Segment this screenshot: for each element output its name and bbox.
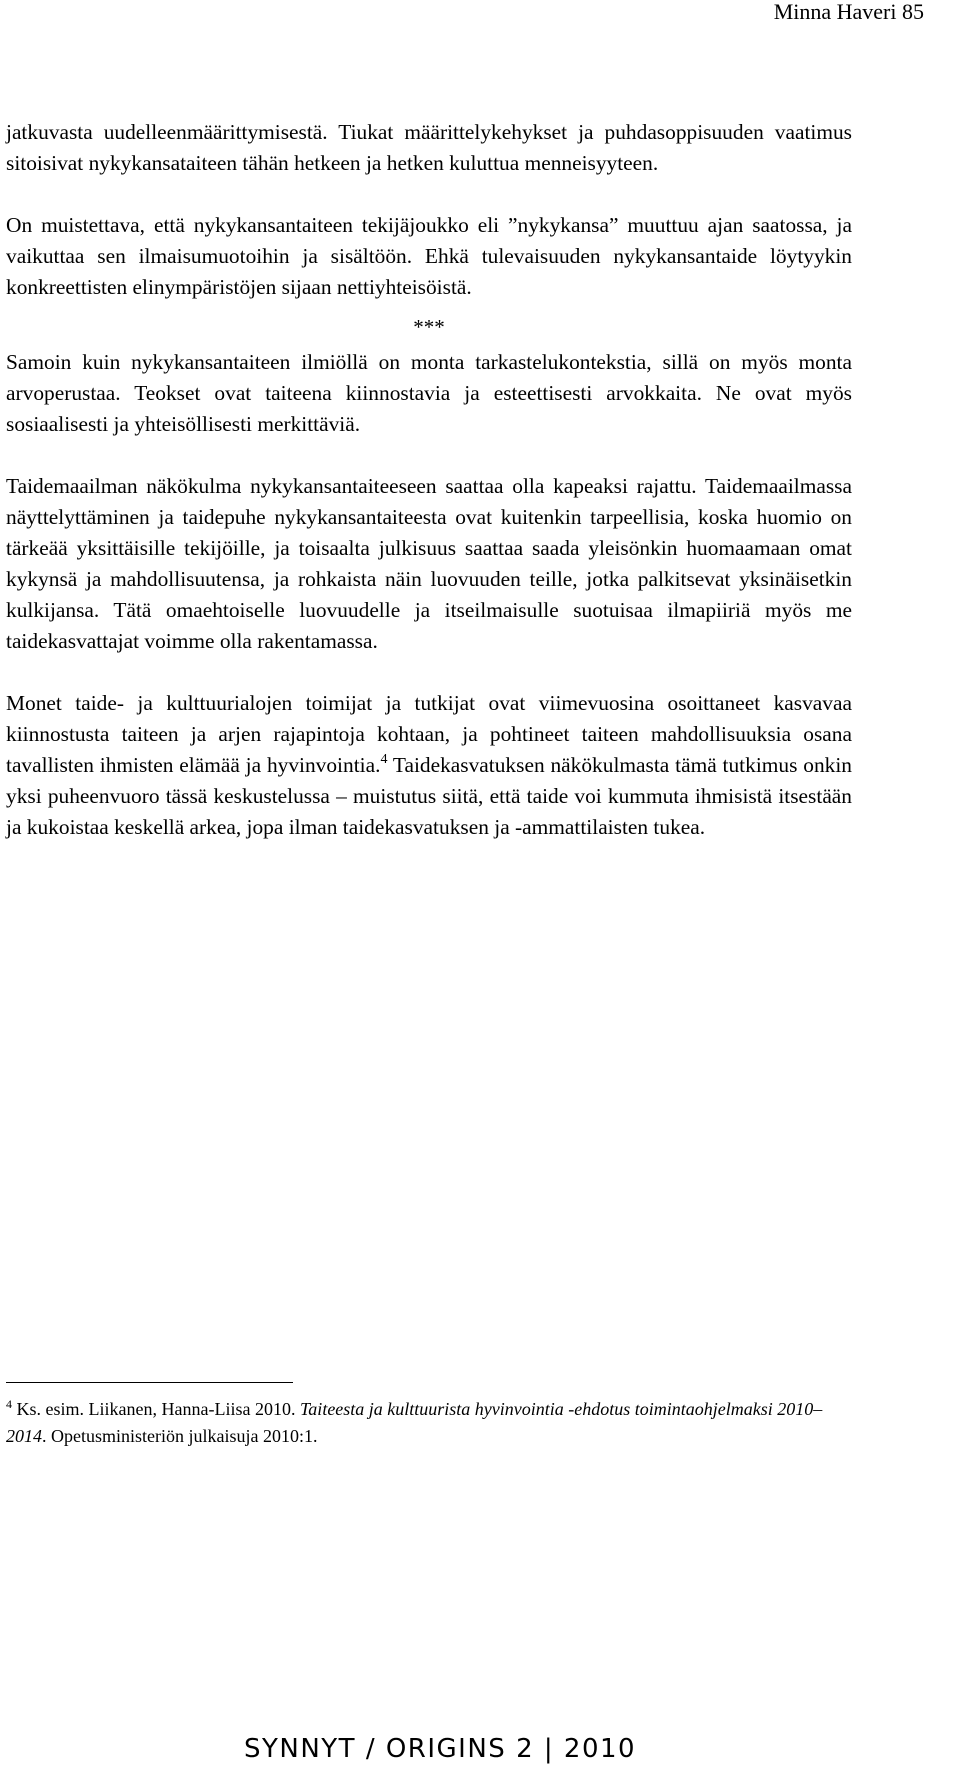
footnote-lead: Ks. esim. Liikanen, Hanna-Liisa 2010.: [12, 1399, 300, 1419]
footnote-tail: . Opetusministeriön julkaisuja 2010:1.: [42, 1426, 318, 1446]
paragraph-text: Taidekasvatuksen näkökulmasta tämä tutkimus onkin yksi puheenvuoro tässä keskustelussa – muistutus siitä, että taide voi kummuta ihmisistä itsestään ja kukoistaa keskellä arkea, jopa ilman taidekasvatuksen ja -ammattilaisten tukea.: [6, 753, 852, 839]
footnote: [6, 1396, 852, 1450]
running-head: Minna Haveri 85: [773, 0, 924, 24]
body-text: [6, 117, 852, 843]
paragraph: Samoin kuin nykykansantaiteen ilmiöllä on monta tarkastelukontekstia, sillä on myös monta arvoperustaa. Teokset ovat taiteena kiinnostavia ja esteettisesti arvokkaita. Ne ovat myös sosiaalisesti ja yhteisöllisesti merkittäviä.: [6, 350, 852, 436]
footnote-number: 4: [6, 1397, 12, 1411]
paragraph: Taidemaailman näkökulma nykykansantaiteeseen saattaa olla kapeaksi rajattu. Taidemaailmassa näyttelyttäminen ja taidepuhe nykykansantaiteesta ovat kuitenkin tarpeellisia, koska huomio on tärkeää yksittäisille tekijöille, ja toisaalta julkisuus saattaa saada yleisönkin huomaamaan omat kykynsä ja mahdollisuutensa, ja rohkaista näin luovuuden teille, jotka palkitsevat yksinäisetkin kulkijansa. Tätä omaehtoiselle luovuudelle ja itseilmaisulle suotuisaa ilmapiiriä myös me taidekasvattajat voimme olla rakentamassa.: [6, 474, 852, 653]
footnote-divider: [6, 1382, 293, 1383]
journal-footer: SYNNYT / ORIGINS 2 | 2010: [244, 1734, 637, 1764]
footnote-reference[interactable]: 4: [380, 752, 388, 767]
footnote-title: Taiteesta ja kulttuurista hyvinvointia -ehdotus toimintaohjelmaksi 2010–2014: [6, 1399, 823, 1446]
section-separator: ***: [413, 315, 445, 339]
paragraph: On muistettava, että nykykansantaiteen tekijäjoukko eli ”nykykansa” muuttuu ajan saatossa, ja vaikuttaa sen ilmaisumuotoihin ja sisältöön. Ehkä tulevaisuuden nykykansantaide löytyykin konkreettisten elinympäristöjen sijaan nettiyhteisöistä.: [6, 213, 852, 299]
paragraph: [6, 688, 852, 843]
paragraph: jatkuvasta uudelleenmäärittymisestä. Tiukat määrittelykehykset ja puhdasoppisuuden vaatimus sitoisivat nykykansataiteen tähän hetkeen ja hetken kuluttua menneisyyteen.: [6, 120, 852, 175]
paragraph-text: Monet taide- ja kulttuurialojen toimijat ja tutkijat ovat viimevuosina osoittaneet kasvavaa kiinnostusta taiteen ja arjen rajapintoja kohtaan, ja pohtineet taiteen mahdollisuuksia osana tavallisten ihmisten elämää ja hyvinvointia.: [6, 691, 852, 777]
